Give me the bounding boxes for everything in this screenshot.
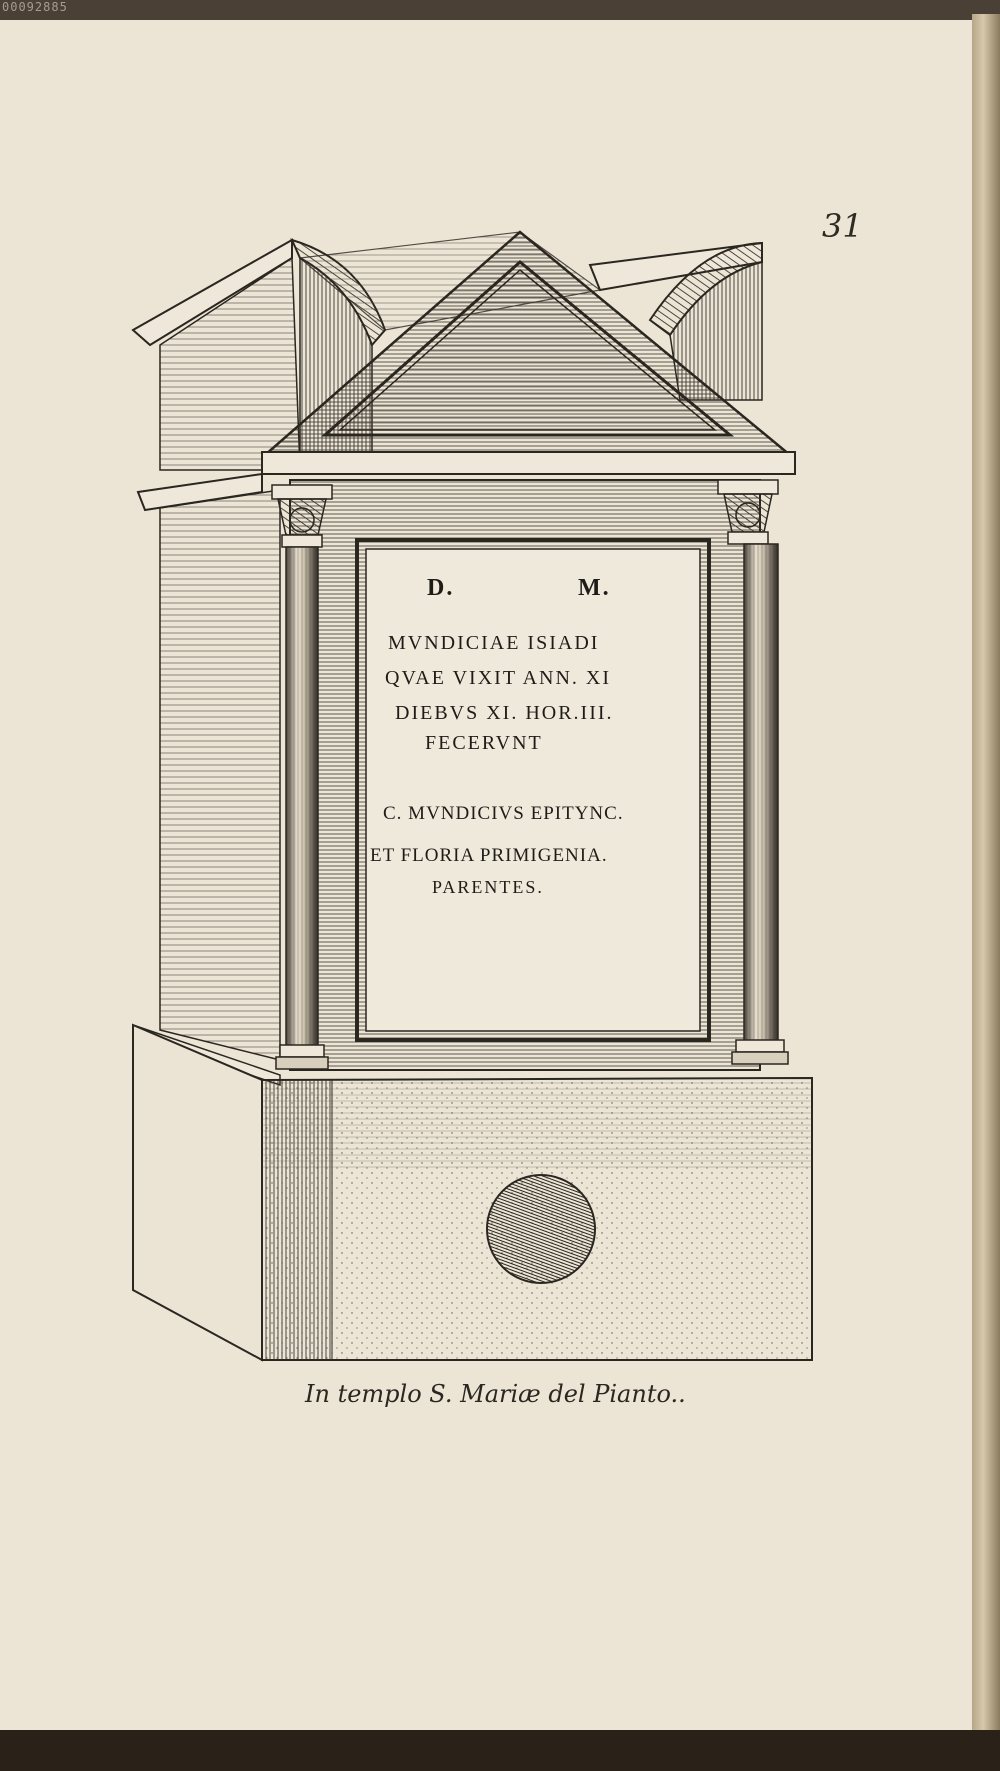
inscription-line-7: PARENTES.	[432, 877, 544, 897]
altar-left-side	[138, 474, 280, 1060]
inscription-line-d: D.	[427, 575, 455, 601]
engraving-caption: In templo S. Mariæ del Pianto..	[305, 1380, 686, 1408]
inscription-line-6: ET FLORIA PRIMIGENIA.	[370, 845, 608, 866]
scan-code: 00092885	[2, 0, 68, 14]
inscription-line-5: C. MVNDICIVS EPITYNC.	[383, 803, 624, 824]
inscription-line-3: DIEBVS XI. HOR.III.	[395, 702, 614, 724]
altar-base	[133, 1025, 812, 1360]
page-number: 31	[822, 207, 863, 245]
inscription-line-4: FECERVNT	[425, 732, 543, 754]
altar-front-panel	[290, 480, 760, 1070]
inscription-line-m: M.	[578, 575, 611, 601]
inscription-line-1: MVNDICIAE ISIADI	[388, 632, 600, 654]
inscription-line-2: QVAE VIXIT ANN. XI	[385, 667, 611, 689]
